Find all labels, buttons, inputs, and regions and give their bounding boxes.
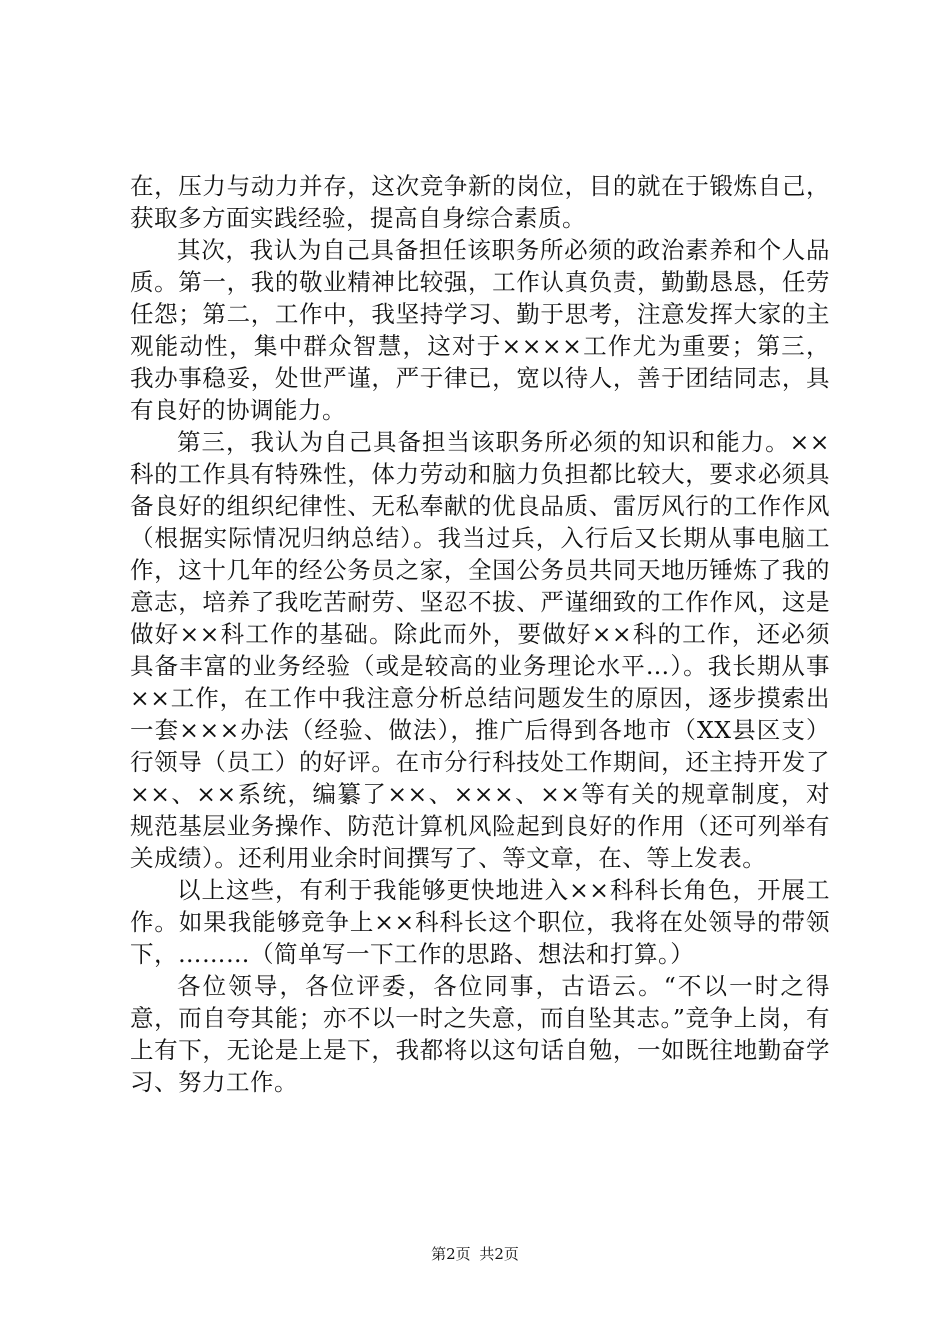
paragraph-2: 其次，我认为自己具备担任该职务所必须的政治素养和个人品质。第一，我的敬业精神比较强，工作认真负责，勤勤恳恳，任劳任怨；第二，工作中，我坚持学习、勤于思考，注意发挥大家的主观能动性，集中群众智慧，这对于××××工作尤为重要；第三，我办事稳妥，处世严谨，严于律已，宽以待人，善于团结同志，具有良好的协调能力。 xyxy=(130,236,830,424)
paragraph-1: 在，压力与动力并存，这次竞争新的岗位，目的就在于锻炼自己，获取多方面实践经验，提高自身综合素质。 xyxy=(130,172,830,232)
page-total: 共2页 xyxy=(479,1245,519,1263)
page-footer xyxy=(0,1244,950,1264)
paragraph-4: 以上这些，有利于我能够更快地进入××科科长角色，开展工作。如果我能够竞争上××科科长这个职位，我将在处领导的带领下，………（简单写一下工作的思路、想法和打算。） xyxy=(130,876,830,968)
paragraph-3: 第三，我认为自己具备担当该职务所必须的知识和能力。××科的工作具有特殊性，体力劳动和脑力负担都比较大，要求必须具备良好的组织纪律性、无私奉献的优良品质、雷厉风行的工作作风（根据实际情况归纳总结）。我当过兵，入行后又长期从事电脑工作，这十几年的经公务员之家，全国公务员共同天地历锤炼了我的意志，培养了我吃苦耐劳、坚忍不拔、严谨细致的工作作风，这是做好××科工作的基础。除此而外，要做好××科的工作，还必须具备丰富的业务经验（或是较高的业务理论水平…）。我长期从事××工作，在工作中我注意分析总结问题发生的原因，逐步摸索出一套×××办法（经验、做法），推广后得到各地市（XX县区支）行领导（员工）的好评。在市分行科技处工作期间，还主持开发了××、××系统，编纂了××、×××、××等有关的规章制度，对规范基层业务操作、防范计算机风险起到良好的作用（还可列举有关成绩）。还利用业余时间撰写了、等文章，在、等上发表。 xyxy=(130,428,830,872)
paragraph-5: 各位领导，各位评委，各位同事，古语云。“不以一时之得意，而自夸其能；亦不以一时之失意，而自坠其志。”竞争上岗，有上有下，无论是上是下，我都将以这句话自勉，一如既往地勤奋学习、努力工作。 xyxy=(130,972,830,1096)
page-number: 第2页 xyxy=(431,1245,471,1263)
document-body xyxy=(130,170,830,1098)
